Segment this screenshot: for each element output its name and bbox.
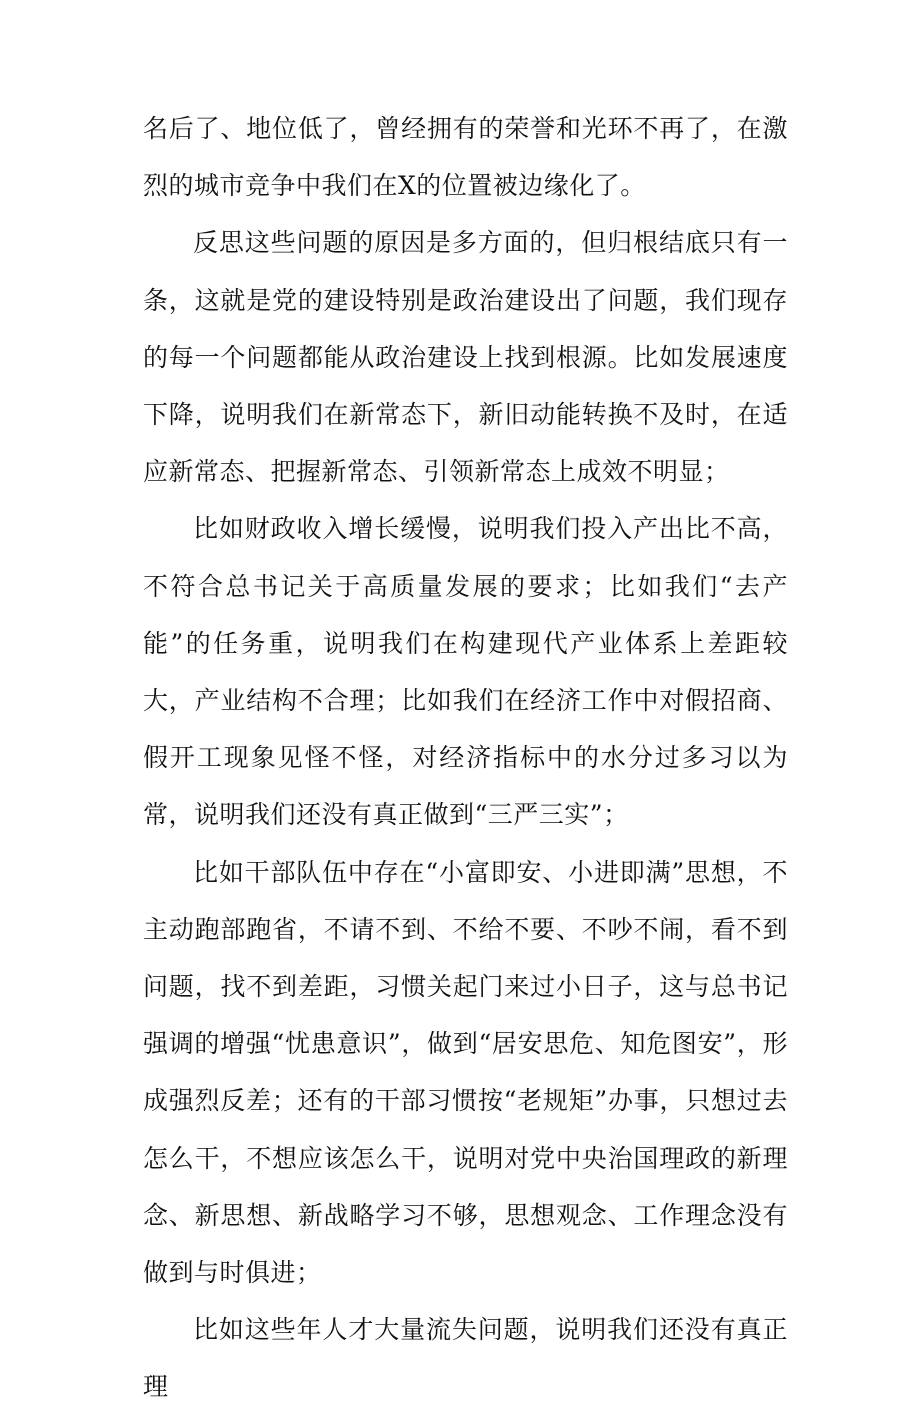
document-body [143, 100, 788, 1416]
paragraph-5: 比如这些年人才大量流失问题，说明我们还没有真正理 [143, 1315, 788, 1402]
paragraph-2: 反思这些问题的原因是多方面的，但归根结底只有一条，这就是党的建设特别是政治建设出了问题，我们现存的每一个问题都能从政治建设上找到根源。比如发展速度下降，说明我们在新常态下，新旧动能转换不及时，在适应新常态、把握新常态、引领新常态上成效不明显； [143, 228, 788, 487]
paragraph-4: 比如干部队伍中存在“小富即安、小进即满”思想，不主动跑部跑省，不请不到、不给不要、不吵不闹，看不到问题，找不到差距，习惯关起门来过小日子，这与总书记强调的增强“忧患意识”，做到“居安思危、知危图安”，形成强烈反差；还有的干部习惯按“老规矩”办事，只想过去怎么干，不想应该怎么干，说明对党中央治国理政的新理念、新思想、新战略学习不够，思想观念、工作理念没有做到与时俱进； [143, 857, 788, 1288]
paragraph-1: 名后了、地位低了，曾经拥有的荣誉和光环不再了，在激烈的城市竞争中我们在X的位置被边缘化了。 [143, 114, 788, 201]
paragraph-3: 比如财政收入增长缓慢，说明我们投入产出比不高，不符合总书记关于高质量发展的要求；比如我们“去产能”的任务重，说明我们在构建现代产业体系上差距较大，产业结构不合理；比如我们在经济工作中对假招商、假开工现象见怪不怪，对经济指标中的水分过多习以为常，说明我们还没有真正做到“三严三实”； [143, 514, 788, 830]
